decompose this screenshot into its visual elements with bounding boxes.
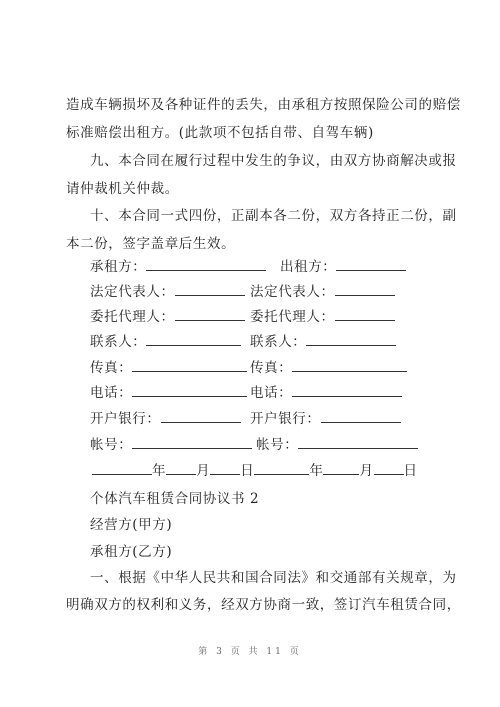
date-day-label: 日 (403, 463, 418, 479)
paragraph-line: 一、根据《中华人民共和国合同法》和交通部有关规章，为 (90, 570, 457, 586)
fill-blank (292, 359, 407, 372)
fill-blank (146, 333, 241, 346)
page-number-footer: 第 3 页 共 11 页 (198, 647, 302, 657)
date-year-label: 年 (152, 463, 167, 479)
fill-blank (132, 384, 247, 397)
fill-blank (292, 384, 402, 397)
fill-blank (321, 410, 401, 423)
fill-blank (335, 283, 395, 296)
section-title: 个体汽车租赁合同协议书 2 (90, 491, 260, 507)
field-label: 传真： (250, 360, 293, 376)
paragraph-line: 十、本合同一式四份，正副本各二份，双方各持正二份，副 (90, 208, 457, 224)
date-month-label: 月 (359, 463, 374, 479)
fill-blank (166, 462, 196, 475)
field-label: 帐号： (90, 437, 133, 453)
field-label: 法定代表人： (250, 284, 335, 300)
fill-blank (146, 258, 266, 271)
field-label: 开户银行： (250, 411, 321, 427)
field-label: 承租方： (90, 259, 147, 275)
fill-blank (335, 308, 395, 321)
field-label: 开户银行： (90, 411, 161, 427)
paragraph-line: 九、本合同在履行过程中发生的争议，由双方协商解决或报 (90, 153, 457, 169)
party-a-label: 经营方(甲方) (90, 517, 173, 533)
paragraph-line: 标准赔偿出租方。(此款项不包括自带、自驾车辆) (66, 125, 374, 141)
field-label: 电话： (250, 385, 293, 401)
fill-blank (161, 410, 241, 423)
field-label: 电话： (90, 385, 133, 401)
paragraph-line: 请仲裁机关仲裁。 (66, 181, 179, 197)
paragraph-line: 造成车辆损坏及各种证件的丢失，由承租方按照保险公司的赔偿 (66, 97, 461, 113)
field-label: 法定代表人： (90, 284, 175, 300)
fill-blank (132, 359, 247, 372)
fill-blank (306, 333, 396, 346)
fill-blank (175, 283, 245, 296)
fill-blank (132, 436, 252, 449)
field-label: 出租方： (280, 259, 337, 275)
field-label: 帐号： (256, 437, 299, 453)
paragraph-line: 本二份，签字盖章后生效。 (66, 236, 236, 252)
date-month-label: 月 (196, 463, 211, 479)
paragraph-line: 明确双方的权利和义务，经双方协商一致，签订汽车租赁合同， (66, 597, 461, 613)
field-label: 委托代理人： (90, 309, 175, 325)
date-line (92, 459, 418, 479)
field-label: 委托代理人： (250, 309, 335, 325)
field-label: 联系人： (90, 334, 147, 350)
party-b-label: 承租方(乙方) (90, 544, 173, 560)
fill-blank (374, 462, 404, 475)
field-label: 联系人： (250, 334, 307, 350)
fill-blank (92, 462, 152, 475)
fill-blank (298, 436, 418, 449)
fill-blank (336, 258, 406, 271)
fill-blank (175, 308, 245, 321)
fill-blank (323, 462, 359, 475)
fill-blank (210, 462, 240, 475)
fill-blank (254, 462, 309, 475)
date-year-label: 年 (309, 463, 324, 479)
date-day-label: 日 (240, 463, 255, 479)
field-label: 传真： (90, 360, 133, 376)
